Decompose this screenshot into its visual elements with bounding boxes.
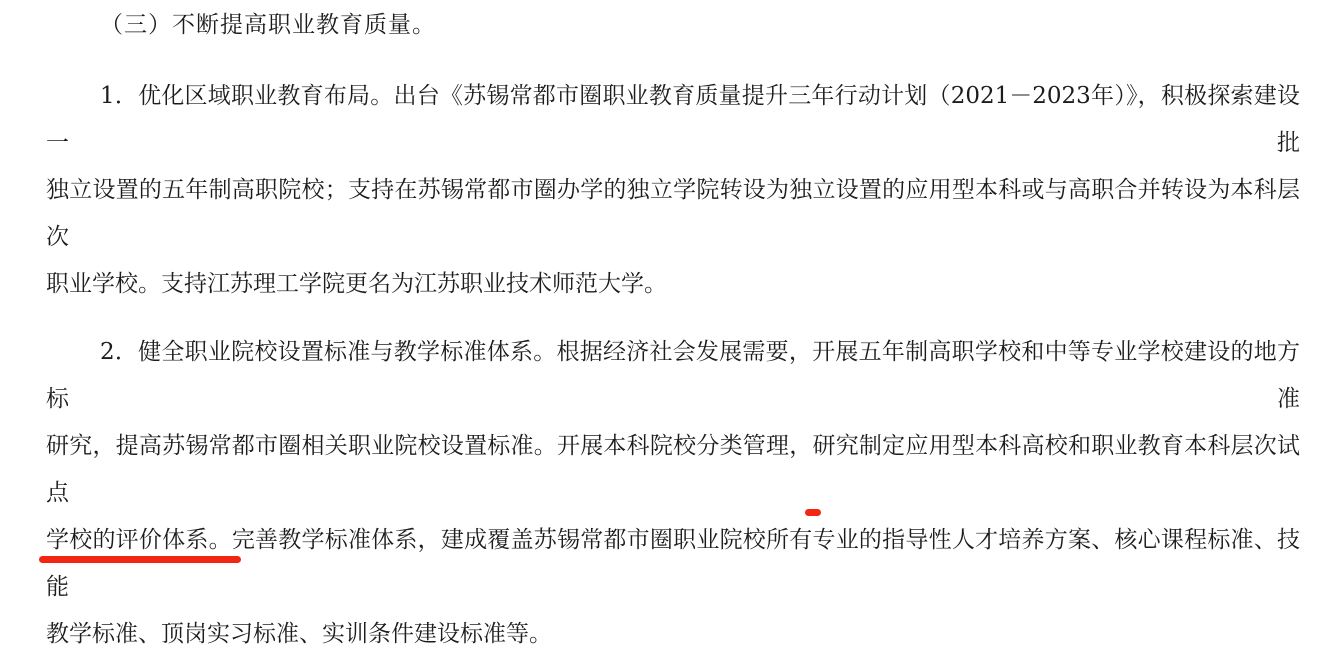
paragraph-2-line-3: [46, 517, 1300, 611]
paragraph-2-line-3-text: 完善教学标准体系，建成覆盖苏锡常都市圈职业院校所有专业的指导性人才培养方案、核心课程标准、技能: [46, 527, 1301, 600]
paragraph-1-line-2: 独立设置的五年制高职院校；支持在苏锡常都市圈办学的独立学院转设为独立设置的应用型本科或与高职合并转设为本科层次: [46, 177, 1300, 250]
section-heading: （三）不断提高职业教育质量。: [100, 12, 436, 38]
paragraph-1: [46, 73, 1300, 308]
paragraph-1-line-1: 1．优化区域职业教育布局。出台《苏锡常都市圈职业教育质量提升三年行动计划（2021－2023年）》，积极探索建设一批: [46, 83, 1300, 156]
red-marker-underlined-text: 学校的评价体系。: [46, 527, 232, 553]
paragraph-2-line-4: 教学标准、顶岗实习标准、实训条件建设标准等。: [46, 621, 552, 647]
document-page: [0, 2, 1341, 647]
paragraph-2-line-2: [46, 423, 1300, 517]
paragraph-2: [46, 329, 1300, 658]
document-text-block: [0, 2, 1341, 658]
red-marker-underlined-text: 研究制定应用型本科高校和职业教育本科层次试点: [46, 433, 1301, 506]
paragraph-2-line-1: 2．健全职业院校设置标准与教学标准体系。根据经济社会发展需要，开展五年制高职学校和中等专业学校建设的地方标准: [46, 339, 1300, 412]
paragraph-1-line-3: 职业学校。支持江苏理工学院更名为江苏职业技术师范大学。: [46, 271, 667, 297]
paragraph-2-line-2-text: 研究，提高苏锡常都市圈相关职业院校设置标准。开展本科院校分类管理，: [46, 433, 813, 459]
